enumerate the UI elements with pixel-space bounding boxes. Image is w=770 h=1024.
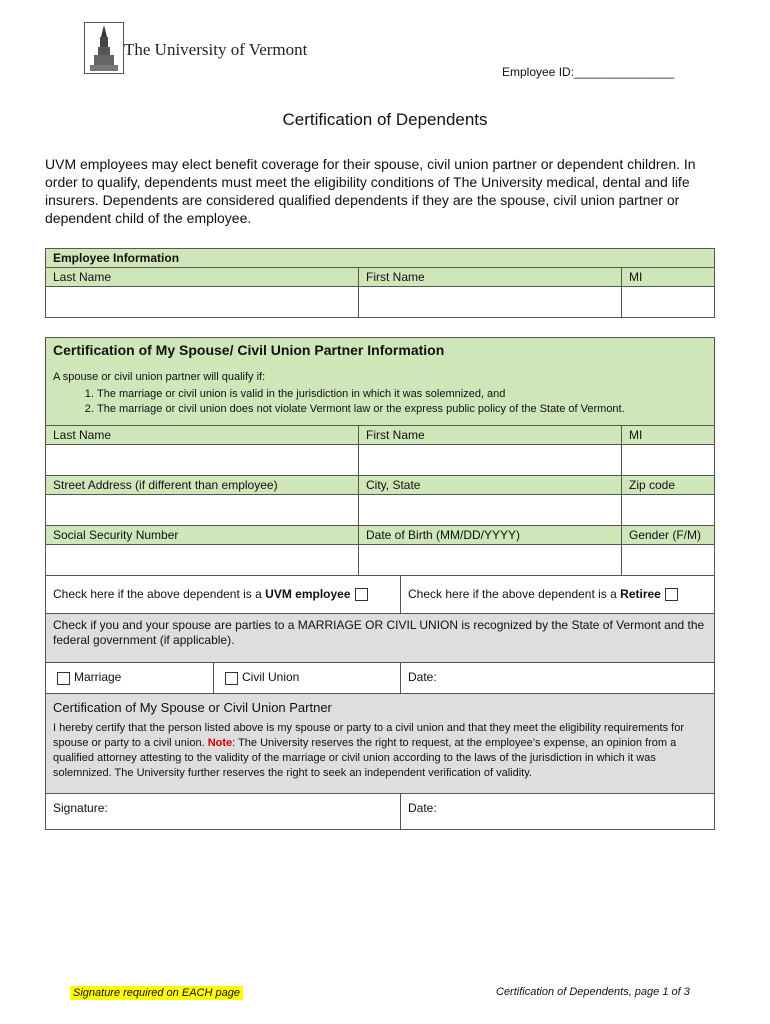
- uvm-employee-checkbox[interactable]: [355, 588, 368, 601]
- qualify-conditions: [53, 387, 707, 417]
- street-label: Street Address (if different than employee): [46, 476, 359, 495]
- spouse-last-name-label: Last Name: [46, 426, 359, 445]
- city-state-label: City, State: [359, 476, 622, 495]
- condition-item: 2. The marriage or civil union does not violate Vermont law or the express public policy of the State of Vermont.: [97, 402, 707, 417]
- spouse-mi-label: MI: [622, 426, 715, 445]
- employee-first-name-field[interactable]: [359, 287, 622, 318]
- employee-mi-field[interactable]: [622, 287, 715, 318]
- civil-union-checkbox[interactable]: [225, 672, 238, 685]
- university-name: The University of Vermont: [124, 40, 308, 59]
- note-label: Note: [207, 736, 233, 749]
- signature-field[interactable]: [46, 793, 401, 829]
- qualify-intro: A spouse or civil union partner will qualify if:: [53, 371, 266, 383]
- zip-label: Zip code: [622, 476, 715, 495]
- employee-mi-label: MI: [622, 268, 715, 287]
- spouse-heading-cell: [46, 338, 715, 426]
- signature-date-label: Date:: [408, 800, 437, 815]
- marriage-label: Marriage: [74, 670, 122, 685]
- retiree-checkbox[interactable]: [665, 588, 678, 601]
- zip-field[interactable]: [622, 495, 715, 526]
- employee-last-name-field[interactable]: [46, 287, 359, 318]
- employee-last-name-label: Last Name: [46, 268, 359, 287]
- gender-label: Gender (F/M): [622, 526, 715, 545]
- footer-page-number: Certification of Dependents, page 1 of 3: [496, 986, 690, 998]
- certification-text-part1: I hereby certify that the person listed above is my spouse or party to a civil union and that they meet the eligibility requirements for spouse or party to a civil union.: [53, 721, 684, 749]
- page-title: Certification of Dependents: [282, 110, 488, 129]
- certification-cell: [46, 693, 715, 793]
- dob-label: Date of Birth (MM/DD/YYYY): [359, 526, 622, 545]
- employee-id-field[interactable]: Employee ID:_______________: [502, 65, 675, 79]
- certification-text: [53, 721, 707, 781]
- retiree-check-bold: Retiree: [620, 587, 661, 601]
- employee-first-name-label: First Name: [359, 268, 622, 287]
- spouse-info-table: [45, 337, 715, 830]
- retiree-check-cell: [401, 576, 715, 614]
- spouse-last-name-field[interactable]: [46, 445, 359, 476]
- spouse-heading: Certification of My Spouse/ Civil Union Partner Information: [53, 342, 445, 358]
- uvm-employee-check-cell: [46, 576, 401, 614]
- signature-date-field[interactable]: [401, 793, 715, 829]
- certification-text-part2: : The University reserves the right to request, at the employee’s expense, an opinion from a qualified attorney attesting to the validity of the marriage or civil union according to the laws of the jurisdiction in which it was solemnized. The University further reserves the right to seek an independent verification of validity.: [53, 736, 677, 779]
- uvm-employee-check-bold: UVM employee: [265, 587, 351, 601]
- ssn-label: Social Security Number: [46, 526, 359, 545]
- uvm-employee-check-prefix: Check here if the above dependent is a: [53, 587, 266, 601]
- certification-heading: Certification of My Spouse or Civil Union Partner: [53, 699, 332, 715]
- civil-union-label: Civil Union: [242, 670, 300, 685]
- marriage-option[interactable]: [46, 663, 214, 693]
- condition-item: 1. The marriage or civil union is valid in the jurisdiction in which it was solemnized, and: [97, 387, 707, 402]
- civil-union-option[interactable]: [214, 663, 401, 693]
- employee-info-table: [45, 248, 715, 318]
- union-date-field[interactable]: [401, 663, 715, 693]
- signature-label: Signature:: [53, 800, 108, 815]
- spouse-first-name-label: First Name: [359, 426, 622, 445]
- employee-info-heading: Employee Information: [46, 249, 715, 268]
- university-logo: [84, 22, 124, 74]
- footer-signature-note: Signature required on EACH page: [70, 986, 243, 1000]
- spouse-mi-field[interactable]: [622, 445, 715, 476]
- retiree-check-prefix: Check here if the above dependent is a: [408, 587, 621, 601]
- street-field[interactable]: [46, 495, 359, 526]
- ssn-field[interactable]: [46, 545, 359, 576]
- gender-field[interactable]: [622, 545, 715, 576]
- dob-field[interactable]: [359, 545, 622, 576]
- union-date-label: Date:: [408, 670, 437, 685]
- spouse-first-name-field[interactable]: [359, 445, 622, 476]
- union-recognition-text: Check if you and your spouse are parties to a MARRIAGE OR CIVIL UNION is recognized by the State of Vermont and the federal government (if applicable).: [46, 614, 715, 663]
- city-state-field[interactable]: [359, 495, 622, 526]
- intro-paragraph: UVM employees may elect benefit coverage for their spouse, civil union partner or dependent children. In order to qualify, dependents must meet the eligibility conditions of The University medical, dental and life insurers. Dependents are considered qualified dependents if they are the spouse, civil union partner or dependent child of the employee.: [45, 156, 696, 226]
- marriage-checkbox[interactable]: [57, 672, 70, 685]
